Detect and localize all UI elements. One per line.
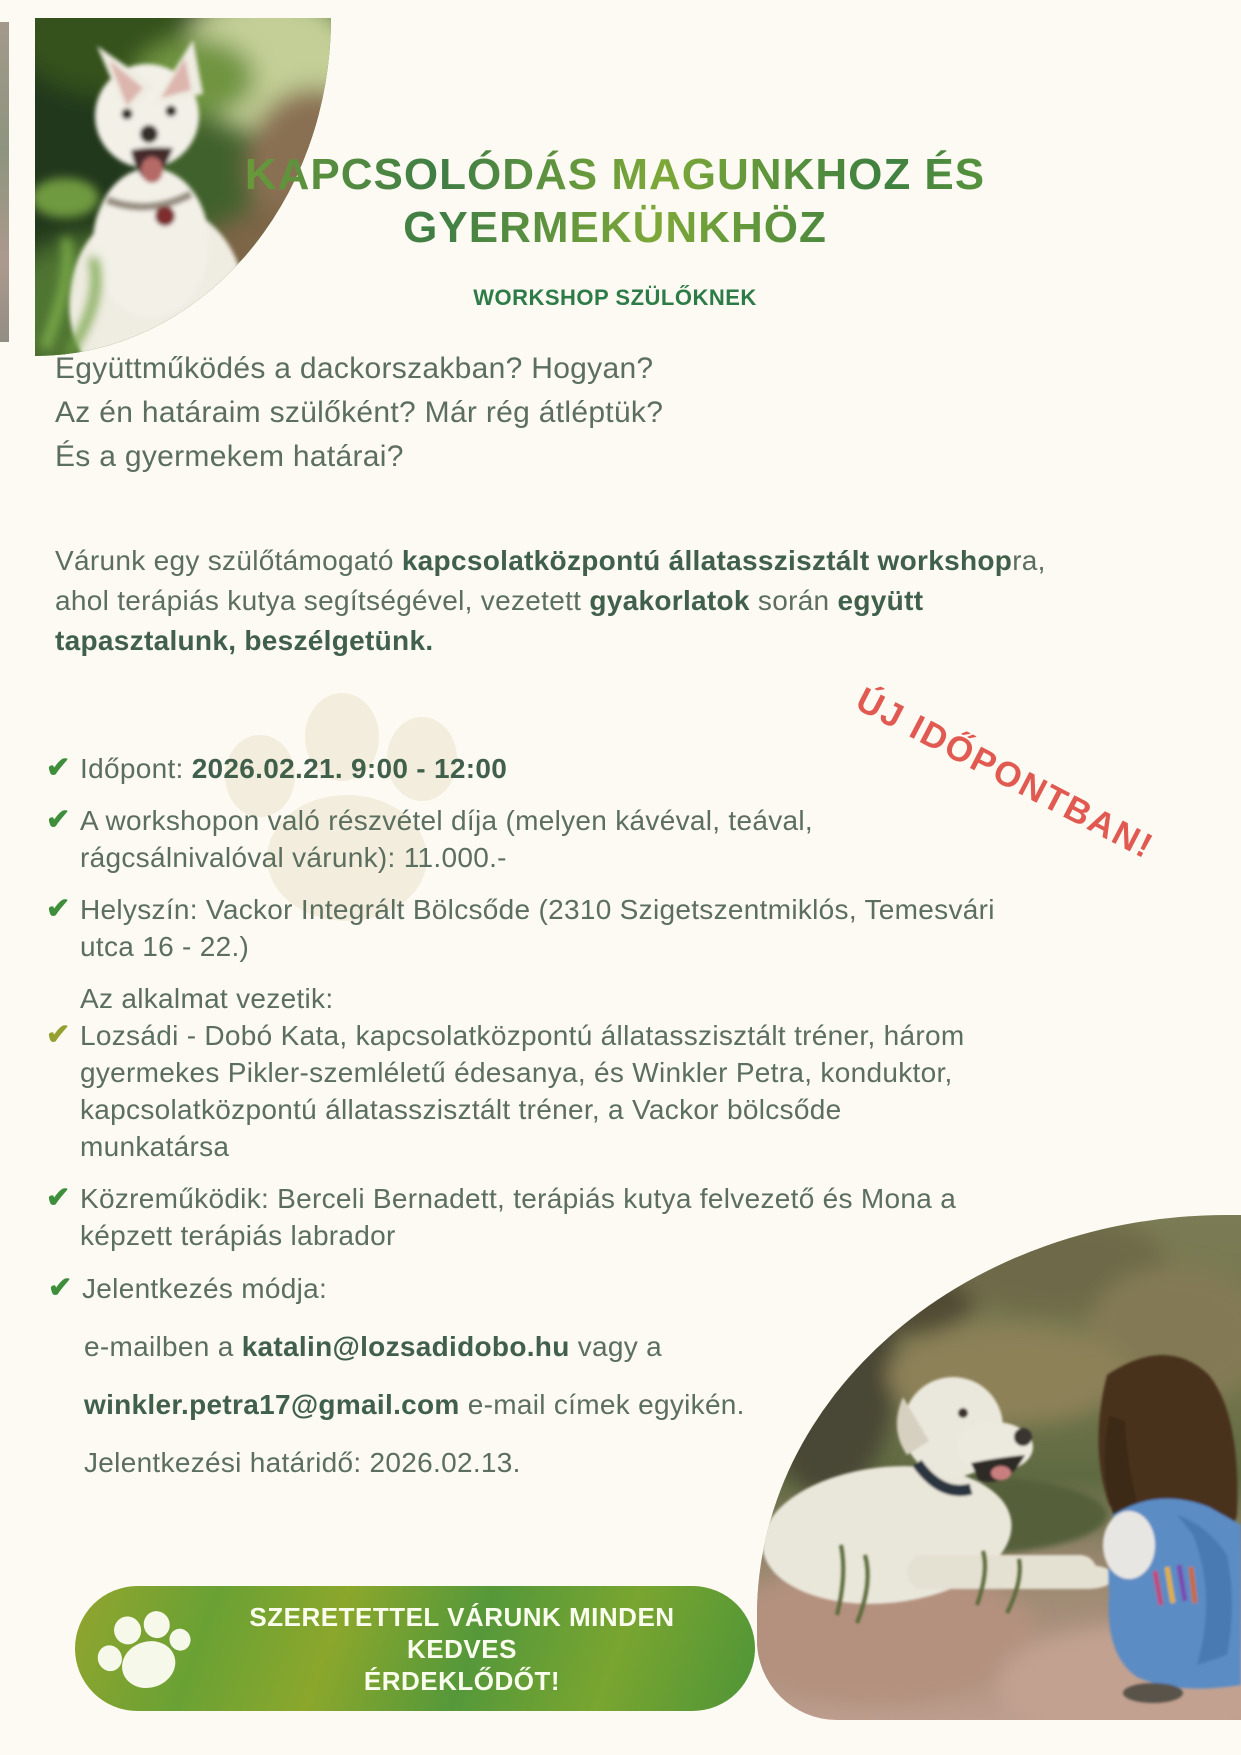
bullet-date [46, 750, 1121, 787]
paw-icon [82, 1587, 208, 1713]
check-icon: ✔ [46, 752, 71, 784]
signup-deadline: Jelentkezési határidő: 2026.02.13. [84, 1447, 521, 1478]
check-icon: ✔ [48, 1272, 73, 1304]
bullet-text: A workshopon való részvétel díja (melyen kávéval, teával, rágcsálnivalóval várunk): 11.000.- [80, 805, 814, 873]
details-list [46, 750, 1121, 1269]
bullet-contributors [46, 1180, 1121, 1254]
signup-heading-row [48, 1270, 808, 1307]
check-icon: ✔ [46, 1019, 71, 1051]
signup-email-line-2: winkler.petra17@gmail.com e-mail címek egyikén. [84, 1389, 745, 1420]
title-line-2: GYERMEKÜNKHÖZ [403, 203, 827, 252]
dog-child-photo [757, 1215, 1241, 1720]
bullet-text: Időpont: 2026.02.21. 9:00 - 12:00 [80, 753, 508, 784]
page-title [175, 148, 1055, 254]
banner-text [203, 1601, 721, 1697]
welcome-banner [75, 1586, 755, 1711]
check-icon: ✔ [46, 1182, 71, 1214]
title-line-1: KAPCSOLÓDÁS MAGUNKHOZ ÉS [244, 150, 986, 199]
banner-line-2: ÉRDEKLŐDŐT! [363, 1665, 561, 1696]
bullet-location [46, 891, 1121, 965]
bullet-fee [46, 802, 1121, 876]
intro-questions [55, 347, 663, 479]
bullet-text: Helyszín: Vackor Integrált Bölcsőde (2310 Szigetszentmiklós, Temesvári utca 16 - 22.) [80, 894, 995, 962]
dog-child-illustration [757, 1215, 1241, 1720]
bullet-text: Lozsádi - Dobó Kata, kapcsolatközpontú állatasszisztált tréner, három gyermekes Pikler-szemléletű édesanya, és Winkler Petra, konduktor, kapcsolatközpontú állatasszisztált tréner, a Vackor bölcsőde munkatársa [80, 1020, 965, 1162]
banner-line-1: SZERETETTEL VÁRUNK MINDEN KEDVES [249, 1601, 675, 1664]
bullet-text: Közreműködik: Berceli Bernadett, terápiás kutya felvezető és Mona a képzett terápiás labrador [80, 1183, 957, 1251]
check-icon: ✔ [46, 804, 71, 836]
bullet-pre-line: Az alkalmat vezetik: [80, 983, 334, 1014]
intro-question: Együttműködés a dackorszakban? Hogyan? [55, 352, 654, 385]
scan-artifact [0, 22, 9, 342]
subtitle: WORKSHOP SZÜLŐKNEK [473, 285, 757, 310]
signup-email-line-1: e-mailben a katalin@lozsadidobo.hu vagy a [84, 1331, 662, 1362]
signup-section [48, 1270, 808, 1481]
intro-question: Az én határaim szülőként? Már rég átléptük? [55, 396, 664, 429]
signup-heading: Jelentkezés módja: [82, 1273, 328, 1304]
bullet-leaders [46, 1017, 1121, 1165]
description-paragraph: Várunk egy szülőtámogató kapcsolatközpontú állatasszisztált workshopra, ahol terápiás kutya segítségével, vezetett gyakorlatok során együtt tapasztalunk, beszélgetünk. [55, 545, 1046, 656]
new-date-stamp: ÚJ IDŐPONTBAN! [849, 680, 1161, 867]
check-icon: ✔ [46, 893, 71, 925]
bullet-leaders-group [46, 980, 1121, 1165]
intro-question: És a gyermekem határai? [55, 440, 404, 473]
